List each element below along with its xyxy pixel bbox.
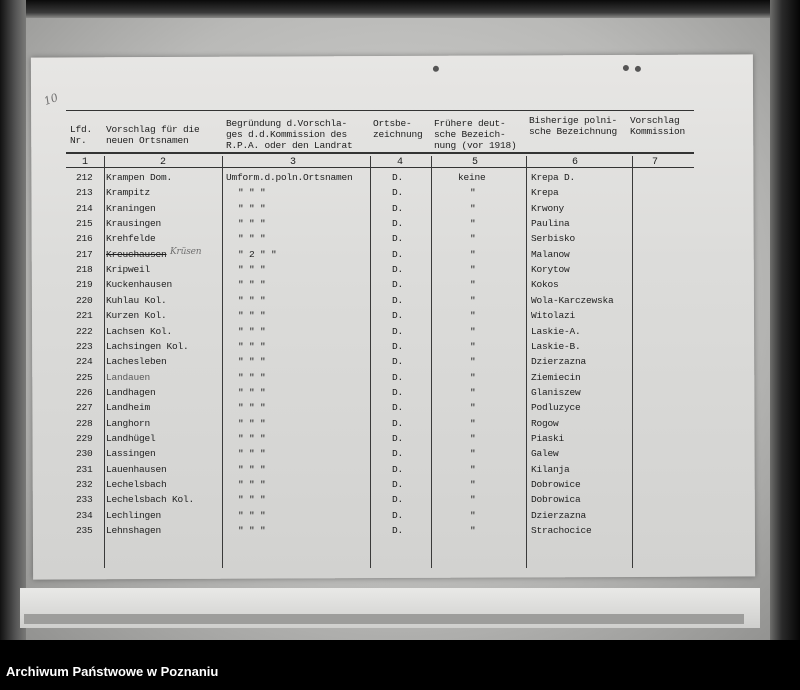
row-place-name: Kuckenhausen bbox=[106, 279, 173, 291]
row-polnische-bezeichnung: Witolazi bbox=[531, 310, 576, 322]
row-polnische-bezeichnung: Paulina bbox=[531, 218, 570, 230]
row-number: 234 bbox=[76, 509, 93, 521]
row-place-name: Landhagen bbox=[106, 386, 156, 398]
row-polnische-bezeichnung: Dobrowica bbox=[531, 494, 581, 506]
header-vorschlag: Vorschlag für die neuen Ortsnamen bbox=[106, 124, 200, 146]
column-number: 7 bbox=[652, 157, 659, 168]
row-fruehere-bezeichnung: " bbox=[470, 233, 476, 245]
row-fruehere-bezeichnung: " bbox=[470, 371, 476, 383]
row-fruehere-bezeichnung: " bbox=[470, 202, 476, 214]
row-fruehere-bezeichnung: " bbox=[470, 509, 476, 521]
row-fruehere-bezeichnung: " bbox=[470, 294, 476, 306]
row-reason: " " " bbox=[238, 402, 266, 414]
row-polnische-bezeichnung: Dzierzazna bbox=[531, 509, 587, 521]
header-begruendung: Begründung d.Vorschla- ges d.d.Kommission des R.P.A. oder den Landrat bbox=[226, 118, 353, 151]
row-number: 232 bbox=[76, 479, 93, 490]
row-reason: " " " bbox=[238, 218, 266, 230]
row-place-name: Lechelsbach Kol. bbox=[106, 494, 195, 506]
row-number: 222 bbox=[76, 325, 93, 337]
row-fruehere-bezeichnung: " bbox=[470, 279, 476, 291]
table-top-rule bbox=[66, 110, 694, 111]
row-polnische-bezeichnung: Dzierzazna bbox=[531, 356, 587, 368]
column-number: 2 bbox=[160, 157, 167, 168]
row-reason: " " " bbox=[238, 463, 266, 475]
row-place-name: Lachesleben bbox=[106, 356, 167, 368]
row-number: 223 bbox=[76, 340, 93, 352]
row-reason: " " " bbox=[238, 371, 266, 383]
row-fruehere-bezeichnung: " bbox=[470, 494, 476, 506]
row-number: 220 bbox=[76, 294, 93, 306]
row-ortsbezeichnung: D. bbox=[392, 448, 404, 460]
row-number: 225 bbox=[76, 371, 93, 383]
row-number: 230 bbox=[76, 448, 93, 460]
row-fruehere-bezeichnung: " bbox=[470, 417, 476, 429]
column-divider bbox=[370, 156, 371, 568]
row-number: 231 bbox=[76, 463, 93, 475]
punch-hole bbox=[623, 65, 629, 71]
row-place-name: Lassingen bbox=[106, 448, 156, 460]
row-fruehere-bezeichnung: " bbox=[470, 310, 476, 322]
row-place-name: Lehnshagen bbox=[106, 525, 162, 537]
punch-hole bbox=[433, 66, 439, 72]
row-number: 216 bbox=[76, 233, 93, 245]
row-handwritten-note: Krüsen bbox=[170, 246, 202, 257]
row-polnische-bezeichnung: Galew bbox=[531, 448, 559, 460]
row-place-name: Lechlingen bbox=[106, 509, 162, 521]
row-ortsbezeichnung: D. bbox=[392, 202, 404, 214]
row-polnische-bezeichnung: Kilanja bbox=[531, 463, 570, 475]
row-reason: " " " bbox=[238, 264, 266, 276]
row-fruehere-bezeichnung: " bbox=[470, 432, 476, 444]
row-polnische-bezeichnung: Rogow bbox=[531, 417, 559, 429]
row-reason: " " " bbox=[238, 479, 266, 490]
column-number: 6 bbox=[572, 157, 579, 168]
row-fruehere-bezeichnung: " bbox=[470, 218, 476, 230]
scan-frame-top bbox=[0, 0, 800, 18]
row-fruehere-bezeichnung: " bbox=[470, 356, 476, 368]
column-divider bbox=[104, 156, 105, 568]
row-number: 214 bbox=[76, 202, 93, 214]
row-fruehere-bezeichnung: keine bbox=[458, 172, 486, 183]
row-ortsbezeichnung: D. bbox=[392, 218, 404, 230]
row-reason: " " " bbox=[238, 432, 266, 444]
row-reason: " " " bbox=[238, 202, 266, 214]
column-number: 1 bbox=[82, 157, 89, 168]
row-ortsbezeichnung: D. bbox=[392, 172, 404, 183]
row-fruehere-bezeichnung: " bbox=[470, 340, 476, 352]
row-reason: " " " bbox=[238, 340, 266, 352]
scan-frame-left bbox=[0, 0, 26, 640]
row-reason: " " " bbox=[238, 356, 266, 368]
row-number: 215 bbox=[76, 218, 93, 230]
header-kommission: Vorschlag Kommission bbox=[630, 115, 686, 137]
row-reason: " " " bbox=[238, 310, 266, 322]
row-number: 224 bbox=[76, 356, 93, 368]
row-reason: " " " bbox=[238, 279, 266, 291]
pencil-margin-note: 10 bbox=[42, 90, 60, 109]
row-place-name: Kurzen Kol. bbox=[106, 310, 167, 322]
row-place-name: Kuhlau Kol. bbox=[106, 294, 167, 306]
header-fruehere-bezeichnung: Frühere deut- sche Bezeich- nung (vor 1918) bbox=[434, 118, 517, 151]
row-reason: " " " bbox=[238, 417, 266, 429]
column-number: 4 bbox=[397, 157, 404, 168]
column-divider bbox=[632, 156, 633, 568]
row-ortsbezeichnung: D. bbox=[392, 479, 404, 490]
row-fruehere-bezeichnung: " bbox=[470, 325, 476, 337]
row-ortsbezeichnung: D. bbox=[392, 509, 404, 521]
row-number: 226 bbox=[76, 386, 93, 398]
punch-hole bbox=[635, 66, 641, 72]
row-ortsbezeichnung: D. bbox=[392, 525, 404, 537]
row-number: 229 bbox=[76, 432, 93, 444]
row-reason: " " " bbox=[238, 525, 266, 537]
header-ortsbezeichnung: Ortsbe- zeichnung bbox=[373, 118, 423, 140]
row-fruehere-bezeichnung: " bbox=[470, 525, 476, 537]
row-ortsbezeichnung: D. bbox=[392, 356, 404, 368]
row-fruehere-bezeichnung: " bbox=[470, 402, 476, 414]
row-ortsbezeichnung: D. bbox=[392, 402, 404, 414]
row-fruehere-bezeichnung: " bbox=[470, 479, 476, 490]
row-polnische-bezeichnung: Ziemiecin bbox=[531, 371, 581, 383]
row-polnische-bezeichnung: Laskie-A. bbox=[531, 325, 581, 337]
row-polnische-bezeichnung: Malanow bbox=[531, 248, 570, 260]
row-ortsbezeichnung: D. bbox=[392, 310, 404, 322]
row-polnische-bezeichnung: Serbisko bbox=[531, 233, 576, 245]
row-number: 233 bbox=[76, 494, 93, 506]
row-ortsbezeichnung: D. bbox=[392, 386, 404, 398]
row-ortsbezeichnung: D. bbox=[392, 340, 404, 352]
row-polnische-bezeichnung: Krepa D. bbox=[531, 172, 576, 183]
row-place-name: Lauenhausen bbox=[106, 463, 167, 475]
row-polnische-bezeichnung: Dobrowice bbox=[531, 479, 581, 490]
row-place-name: Kreuchausen bbox=[106, 248, 167, 260]
row-fruehere-bezeichnung: " bbox=[470, 187, 476, 199]
row-reason: " 2 " " bbox=[238, 248, 277, 260]
row-place-name: Lechelsbach bbox=[106, 479, 167, 490]
row-place-name: Kripweil bbox=[106, 264, 151, 276]
row-ortsbezeichnung: D. bbox=[392, 279, 404, 291]
row-polnische-bezeichnung: Kokos bbox=[531, 279, 559, 291]
row-number: 221 bbox=[76, 310, 93, 322]
row-ortsbezeichnung: D. bbox=[392, 294, 404, 306]
row-reason: " " " bbox=[238, 386, 266, 398]
scan-frame-right bbox=[770, 0, 800, 640]
row-number: 235 bbox=[76, 525, 93, 537]
row-number: 218 bbox=[76, 264, 93, 276]
row-number: 212 bbox=[76, 172, 93, 183]
row-ortsbezeichnung: D. bbox=[392, 325, 404, 337]
archive-name: Archiwum Państwowe w Poznaniu bbox=[6, 664, 219, 679]
row-ortsbezeichnung: D. bbox=[392, 371, 404, 383]
row-place-name: Krampen Dom. bbox=[106, 172, 173, 183]
row-ortsbezeichnung: D. bbox=[392, 187, 404, 199]
column-divider bbox=[222, 156, 223, 568]
row-ortsbezeichnung: D. bbox=[392, 417, 404, 429]
row-ortsbezeichnung: D. bbox=[392, 463, 404, 475]
row-ortsbezeichnung: D. bbox=[392, 233, 404, 245]
row-number: 217 bbox=[76, 248, 93, 260]
row-number: 219 bbox=[76, 279, 93, 291]
row-reason: " " " bbox=[238, 233, 266, 245]
row-polnische-bezeichnung: Piaski bbox=[531, 432, 565, 444]
row-reason: " " " bbox=[238, 325, 266, 337]
row-number: 213 bbox=[76, 187, 93, 199]
row-fruehere-bezeichnung: " bbox=[470, 248, 476, 260]
row-polnische-bezeichnung: Korytow bbox=[531, 264, 570, 276]
row-reason: " " " bbox=[238, 509, 266, 521]
row-place-name: Landhügel bbox=[106, 432, 156, 444]
row-polnische-bezeichnung: Krepa bbox=[531, 187, 559, 199]
row-polnische-bezeichnung: Strachocice bbox=[531, 525, 592, 537]
lower-paper-strip bbox=[24, 614, 744, 624]
row-fruehere-bezeichnung: " bbox=[470, 448, 476, 460]
row-ortsbezeichnung: D. bbox=[392, 432, 404, 444]
column-divider bbox=[526, 156, 527, 568]
row-place-name: Krehfelde bbox=[106, 233, 156, 245]
column-number: 5 bbox=[472, 157, 479, 168]
row-place-name: Kraningen bbox=[106, 202, 156, 214]
row-place-name: Langhorn bbox=[106, 417, 151, 429]
row-fruehere-bezeichnung: " bbox=[470, 264, 476, 276]
row-place-name: Landheim bbox=[106, 402, 151, 414]
header-rule bbox=[66, 152, 694, 154]
column-divider bbox=[431, 156, 432, 568]
row-reason: " " " bbox=[238, 448, 266, 460]
row-ortsbezeichnung: D. bbox=[392, 494, 404, 506]
row-polnische-bezeichnung: Wola-Karczewska bbox=[531, 294, 614, 306]
row-polnische-bezeichnung: Podluzyce bbox=[531, 402, 581, 414]
row-ortsbezeichnung: D. bbox=[392, 248, 404, 260]
row-place-name: Landauen bbox=[106, 371, 151, 383]
header-bisherige-bezeichnung: Bisherige polni- sche Bezeichnung bbox=[529, 115, 618, 137]
row-reason: " " " bbox=[238, 294, 266, 306]
row-place-name: Lachsen Kol. bbox=[106, 325, 173, 337]
column-number: 3 bbox=[290, 157, 297, 168]
row-reason: " " " bbox=[238, 187, 266, 199]
row-polnische-bezeichnung: Glaniszew bbox=[531, 386, 581, 398]
row-fruehere-bezeichnung: " bbox=[470, 386, 476, 398]
row-ortsbezeichnung: D. bbox=[392, 264, 404, 276]
header-lfd-nr: Lfd. Nr. bbox=[70, 124, 93, 146]
row-place-name: Krampitz bbox=[106, 187, 151, 199]
row-polnische-bezeichnung: Laskie-B. bbox=[531, 340, 581, 352]
row-reason: Umform.d.poln.Ortsnamen bbox=[226, 172, 353, 183]
row-polnische-bezeichnung: Krwony bbox=[531, 202, 565, 214]
row-number: 227 bbox=[76, 402, 93, 414]
row-number: 228 bbox=[76, 417, 93, 429]
row-fruehere-bezeichnung: " bbox=[470, 463, 476, 475]
row-reason: " " " bbox=[238, 494, 266, 506]
row-place-name: Lachsingen Kol. bbox=[106, 340, 189, 352]
row-place-name: Krausingen bbox=[106, 218, 162, 230]
